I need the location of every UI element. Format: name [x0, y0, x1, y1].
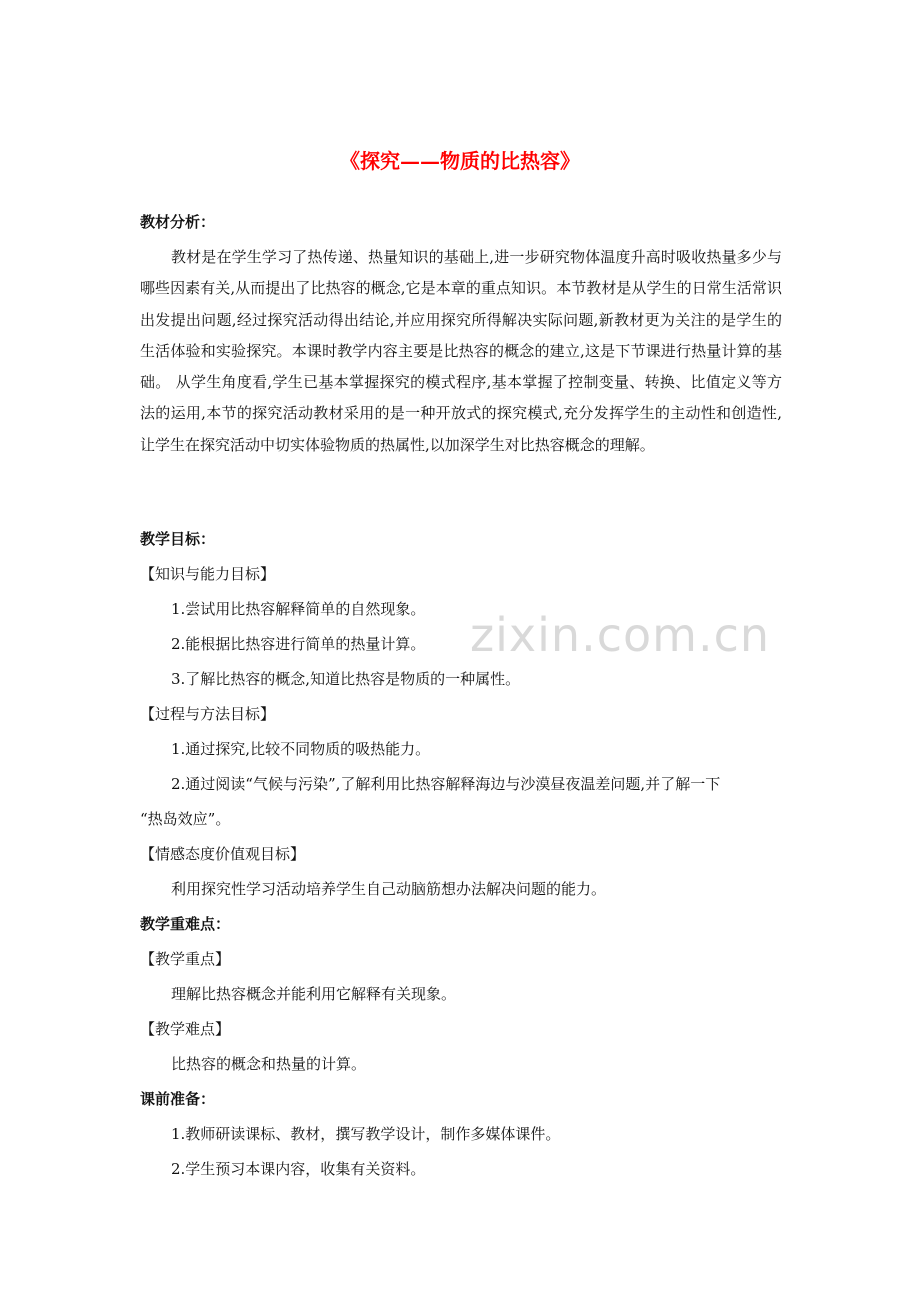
list-item: 2.能根据比热容进行简单的热量计算。	[171, 635, 426, 653]
difficult-point-text: 比热容的概念和热量的计算。	[171, 1055, 367, 1073]
list-item: 2.学生预习本课内容，收集有关资料。	[171, 1160, 426, 1178]
subheading-emotion-values: 【情感态度价值观目标】	[140, 845, 306, 863]
list-item: 利用探究性学习活动培养学生自己动脑筋想办法解决问题的能力。	[171, 880, 607, 898]
page-title: 《探究——物质的比热容》	[340, 149, 580, 173]
list-item-continuation: “热岛效应”。	[140, 810, 231, 828]
list-item: 1.教师研读课标、教材，撰写教学设计，制作多媒体课件。	[171, 1125, 561, 1143]
list-item: 1.尝试用比热容解释简单的自然现象。	[171, 600, 426, 618]
subheading-knowledge-ability: 【知识与能力目标】	[140, 565, 276, 583]
section-heading-key-difficult-points: 教学重难点：	[140, 915, 231, 933]
textbook-analysis-paragraph: 教材是在学生学习了热传递、热量知识的基础上,进一步研究物体温度升高时吸收热量多少与哪些因素有关,从而提出了比热容的概念,它是本章的重点知识。本节教材是从学生的日常生活常识出发提出问题,经过探究活动得出结论,并应用探究所得解决实际问题,新教材更为关注的是学生的生活体验和实验探究。本课时教学内容主要是比热容的概念的建立,这是下节课进行热量计算的基础。 从学生角度看,学生已基本掌握探究的模式程序,基本掌握了控制变量、转换、比值定义等方法的运用,本节的探究活动教材采用的是一种开放式的探究模式,充分发挥学生的主动性和创造性,让学生在探究活动中切实体验物质的热属性,以加深学生对比热容概念的理解。	[140, 248, 782, 454]
subheading-difficult-point: 【教学难点】	[140, 1020, 231, 1038]
subheading-key-point: 【教学重点】	[140, 950, 231, 968]
key-point-text: 理解比热容概念并能利用它解释有关现象。	[171, 985, 457, 1003]
section-heading-teaching-goals: 教学目标：	[140, 530, 216, 548]
section-heading-preparation: 课前准备：	[140, 1090, 216, 1108]
list-item: 1.通过探究,比较不同物质的吸热能力。	[171, 740, 431, 758]
list-item: 2.通过阅读“气候与污染”,了解利用比热容解释海边与沙漠昼夜温差问题,并了解一下	[171, 775, 721, 793]
list-item: 3.了解比热容的概念,知道比热容是物质的一种属性。	[171, 670, 521, 688]
section-heading-textbook-analysis: 教材分析：	[140, 213, 216, 231]
subheading-process-method: 【过程与方法目标】	[140, 705, 276, 723]
watermark: zixin.com.cn	[470, 608, 771, 662]
